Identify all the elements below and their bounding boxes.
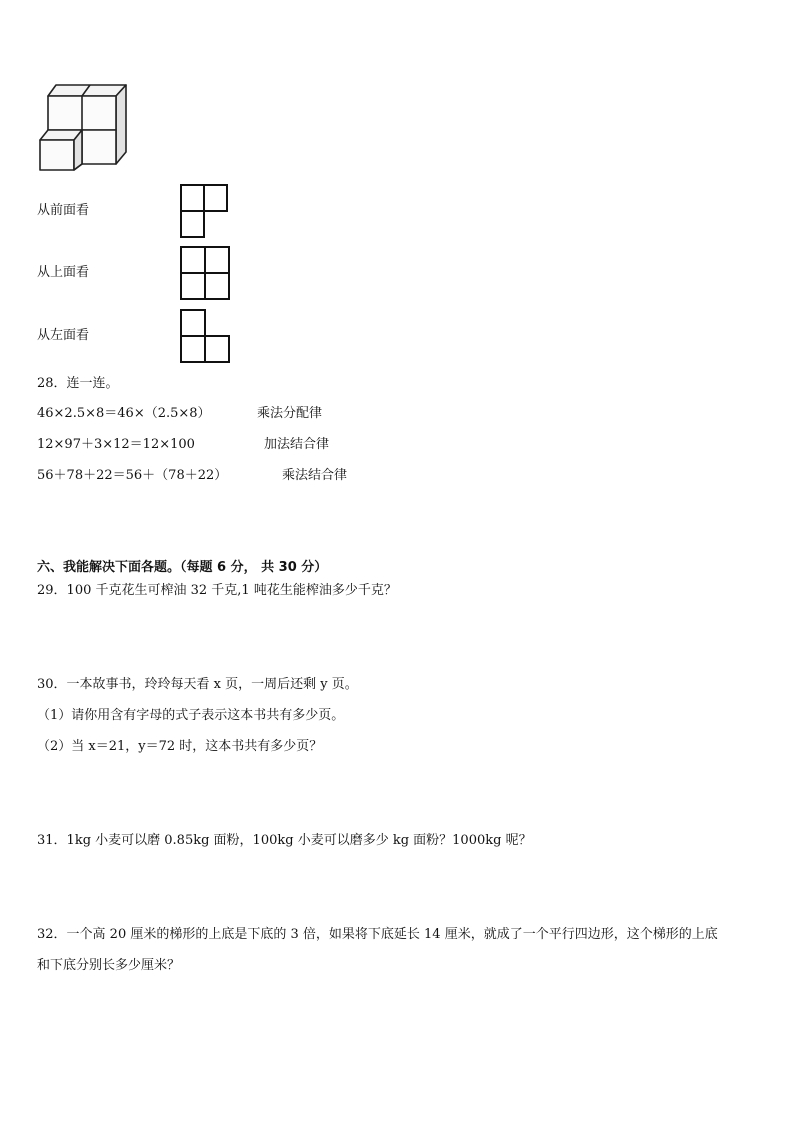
section-6-heading: 六、我能解决下面各题。（每题 6 分， 共 30 分） bbox=[37, 560, 328, 575]
q28-law-2: 加法结合律 bbox=[264, 437, 330, 452]
top-view-drawing bbox=[180, 246, 232, 302]
q32-line2: 和下底分别长多少厘米？ bbox=[37, 958, 181, 973]
q28-law-1: 乘法分配律 bbox=[257, 406, 323, 421]
cube-solid-figure bbox=[38, 80, 133, 170]
q28-title: 28．连一连。 bbox=[37, 376, 119, 391]
q30-sub1: （1）请你用含有字母的式子表示这本书共有多少页。 bbox=[37, 708, 345, 723]
top-view-label: 从上面看 bbox=[37, 265, 90, 280]
q30-sub2: （2）当 x＝21，y＝72 时，这本书共有多少页？ bbox=[37, 739, 323, 754]
left-view-drawing bbox=[180, 309, 232, 365]
q31-text: 31．1kg 小麦可以磨 0.85kg 面粉，100kg 小麦可以磨多少 kg 面粉？1000kg 呢？ bbox=[37, 833, 532, 848]
q29-text: 29．100 千克花生可榨油 32 千克,1 吨花生能榨油多少千克？ bbox=[37, 583, 397, 598]
q28-equation-3: 56＋78＋22＝56＋（78＋22） bbox=[37, 468, 228, 483]
q32-line1: 32．一个高 20 厘米的梯形的上底是下底的 3 倍，如果将下底延长 14 厘米，就成了一个平行四边形，这个梯形的上底 bbox=[37, 927, 718, 942]
front-view-drawing bbox=[180, 184, 230, 238]
left-view-label: 从左面看 bbox=[37, 328, 90, 343]
q28-equation-2: 12×97＋3×12＝12×100 bbox=[37, 437, 195, 452]
front-view-label: 从前面看 bbox=[37, 203, 90, 218]
q30-text: 30．一本故事书，玲玲每天看 x 页，一周后还剩 y 页。 bbox=[37, 677, 358, 692]
q28-equation-1: 46×2.5×8＝46×（2.5×8） bbox=[37, 406, 211, 421]
q28-law-3: 乘法结合律 bbox=[282, 468, 348, 483]
